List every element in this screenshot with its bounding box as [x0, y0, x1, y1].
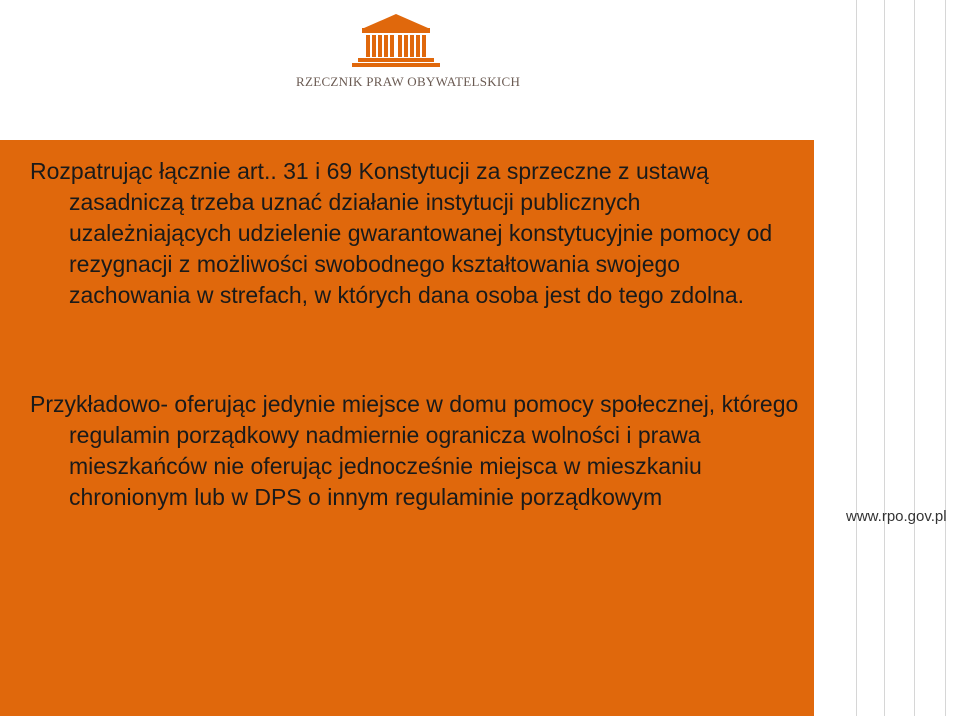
- decorative-line: [884, 0, 885, 716]
- rpo-logo: [296, 12, 521, 92]
- paragraph-constitution: Rozpatrując łącznie art.. 31 i 69 Konstytucji za sprzeczne z ustawą zasadniczą trzeba uznać działanie instytucji publicznych uzależniających udzielenie gwarantowanej konstytucyjnie pomocy od rezygnacji z możliwości swobodnego kształtowania swojego zachowania w strefach, w których dana osoba jest do tego zdolna.: [30, 158, 773, 308]
- building-columns-icon: [346, 12, 446, 68]
- decorative-line: [914, 0, 915, 716]
- website-link[interactable]: www.rpo.gov.pl: [846, 508, 947, 525]
- logo-text: RZECZNIK PRAW OBYWATELSKICH: [296, 74, 521, 89]
- decorative-line: [945, 0, 946, 716]
- decorative-line: [856, 0, 857, 716]
- paragraph-example: Przykładowo- oferując jedynie miejsce w domu pomocy społecznej, którego regulamin porządkowy nadmiernie ogranicza wolności i prawa mieszkańców nie oferując jednocześnie miejsca w mieszkaniu chronionym lub w DPS o innym regulaminie porządkowym: [30, 391, 799, 510]
